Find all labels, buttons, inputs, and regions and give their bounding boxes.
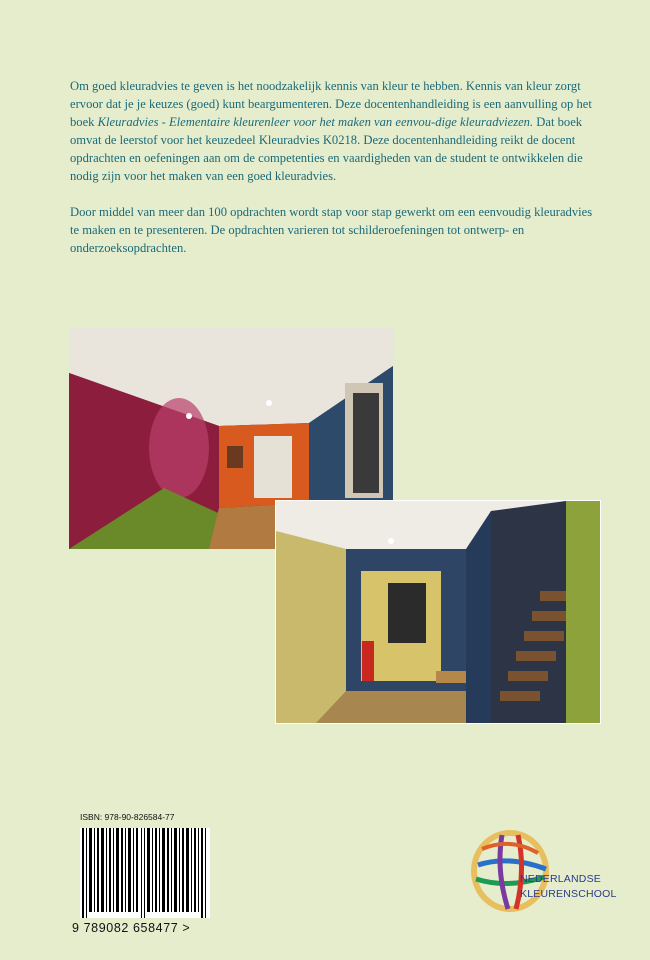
intro-p1-text-b: Dat boek omvat de leerstof voor het keuzedeel Kleuradvies K0218. Deze docentenhandleiding reikt de docent opdrachten en oefeningen aan om de competenties en vaardigheden van de student te ontwikkelen die nodig zijn voor het maken van een goed kleuradvies. (70, 115, 583, 183)
hallway-photo-staircase (275, 500, 601, 724)
barcode (80, 828, 210, 918)
intro-paragraph-1 (70, 77, 600, 185)
nederlandse-kleurenschool-logo-icon (468, 825, 618, 915)
publisher-name-line-1: NEDERLANDSE (520, 873, 601, 885)
isbn-label: ISBN: 978-90-826584-77 (80, 812, 175, 822)
barcode-number: 9 789082 658477 > (72, 921, 191, 935)
intro-p1-text-a: Om goed kleuradvies te geven is het noodzakelijk kennis van kleur te hebben. Kennis van kleur zorgt ervoor dat je je keuzes (goed) kunt beargumenteren. Deze docentenhandleiding is een aanvulling op het boek (70, 79, 592, 129)
back-cover-text (70, 77, 600, 275)
book-title-italic: Kleuradvies - Elementaire kleurenleer voor het maken van eenvou-dige kleuradviezen. (97, 115, 534, 129)
publisher-name-line-2: KLEURENSCHOOL (520, 888, 617, 900)
intro-paragraph-2: Door middel van meer dan 100 opdrachten wordt stap voor stap gewerkt om een eenvoudig kleuradvies te maken en te presenteren. De opdrachten varieren tot schilderoefeningen tot ontwerp- en onderzoeksopdrachten. (70, 205, 593, 255)
